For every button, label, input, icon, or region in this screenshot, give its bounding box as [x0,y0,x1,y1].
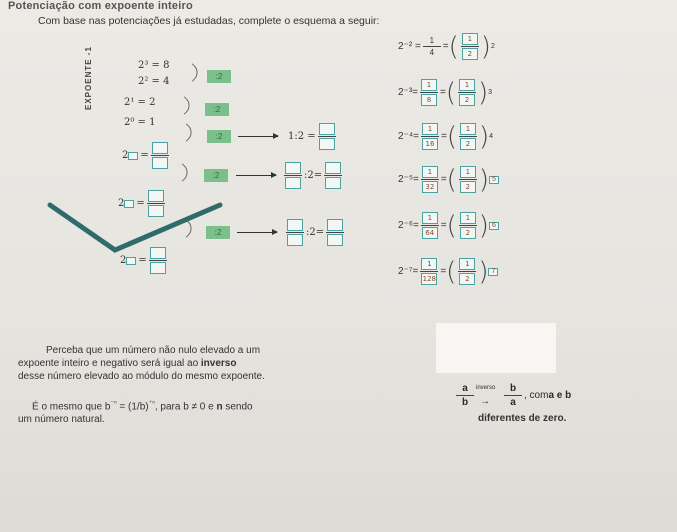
numerator-blank[interactable] [327,219,343,231]
divide-by-two-box: :2 [204,169,228,182]
denominator-blank[interactable] [150,262,166,274]
middle-row-2: :2= [282,162,344,189]
answer-box[interactable]: 2 [460,138,476,150]
answer-box[interactable]: 1 [460,212,476,224]
exponent-answer-box[interactable]: 5 [489,176,499,184]
page-subtitle: Com base nas potenciações já estudadas, complete o esquema a seguir: [38,15,380,27]
answer-box[interactable]: 1 [460,166,476,178]
note-line-3: desse número elevado ao módulo do mesmo expoente. [18,371,265,382]
middle-row-3: :2= [284,219,346,246]
denominator-blank[interactable] [287,234,303,246]
divide-by-two-box: :2 [207,130,231,143]
answer-box[interactable]: 1 [459,79,475,91]
answer-box[interactable]: 1 [459,258,475,270]
power-2-1: 2¹ = 2 [124,97,156,108]
arrow-right-icon: → [480,395,490,407]
power-blank-row-2: 2 = [118,190,167,217]
numerator-blank[interactable] [319,123,335,135]
answer-box[interactable]: 2 [459,273,475,285]
power-2-2: 2² = 4 [138,76,170,87]
right-row-7: 2⁻⁷= $\frac{1}{128}$ = ( $\frac{1}{2}$ ) 7 [398,258,498,285]
note-line-1: Perceba que um número não nulo elevado a um [46,345,261,356]
chevron-connector [175,96,193,114]
answer-box[interactable]: 1 [462,33,478,45]
power-blank-row-1: 2 = [122,142,171,169]
power-2-3: 2³ = 8 [138,60,170,71]
divide-by-two-box: :2 [207,70,231,83]
answer-box[interactable]: 128 [422,275,436,283]
answer-box[interactable]: 2 [460,181,476,193]
note-line-2: expoente inteiro e negativo será igual ao inverso [18,358,237,369]
divide-by-two-box: :2 [206,226,230,239]
denominator-blank[interactable] [325,177,341,189]
power-blank-row-3: 2 = [120,247,169,274]
denominator-blank[interactable] [285,177,301,189]
right-row-2: 2⁻² = $\frac{1}{4}$ = ( $\frac{1}{2}$ ) 2 [398,31,495,62]
chevron-connector [177,123,195,141]
middle-row-1: 1:2 = [288,123,338,150]
answer-box[interactable]: 2 [460,227,476,239]
answer-box[interactable]: 1 [422,123,438,135]
numerator-blank[interactable] [285,162,301,174]
exponent-answer-box[interactable]: 6 [489,222,499,230]
right-row-4: 2⁻⁴= $\frac{1}{16}$ = ( $\frac{1}{2}$ ) 4 [398,121,494,152]
note-left [18,344,378,426]
note-line-4: É o mesmo que $b^{^{-n}} = (1/b)^{^{+n}}$, para b ≠ 0 e n sendo [32,400,253,413]
arrow-right-icon [238,136,278,137]
denominator-blank[interactable] [327,234,343,246]
answer-box[interactable]: 1 [422,166,438,178]
right-row-5: 2⁻⁵= $\frac{1}{32}$ = ( $\frac{1}{2}$ ) 5 [398,166,499,193]
inverse-rule-condition: diferentes de zero. [478,413,567,424]
answer-box[interactable]: 2 [459,94,475,106]
divide-by-two-box: :2 [205,103,229,116]
highlight-panel [436,323,556,373]
right-row-3: 2⁻³= $\frac{1}{8}$ = ( $\frac{1}{2}$ ) 3 [398,77,493,108]
answer-box[interactable]: 16 [422,138,438,150]
answer-box[interactable]: 32 [422,181,438,193]
numerator-blank[interactable] [287,219,303,231]
right-row-6: 2⁻⁶= $\frac{1}{64}$ = ( $\frac{1}{2}$ ) 6 [398,212,499,239]
answer-box[interactable]: 2 [462,48,478,60]
numerator-blank[interactable] [325,162,341,174]
page-title: Potenciação com expoente inteiro [8,0,193,12]
answer-box[interactable]: 1 [460,123,476,135]
note-line-5: um número natural. [18,414,105,426]
arrow-right-icon [237,232,277,233]
power-2-0: 2⁰ = 1 [124,117,156,128]
answer-box[interactable]: 1 [421,79,437,91]
answer-box[interactable]: 64 [422,227,438,239]
denominator-blank[interactable] [319,138,335,150]
inverse-rule: $\frac{a}{b}$ inverso → $\frac{b}{a}$ , com a e b [454,383,571,408]
answer-box[interactable]: 1 [421,258,437,270]
arrow-right-icon [236,175,276,176]
answer-box[interactable]: 1 [422,212,438,224]
answer-box[interactable]: 8 [421,94,437,106]
chevron-connector [183,63,201,81]
exponent-label: EXPOENTE -1 [84,46,93,110]
large-arrow-icon [40,150,240,260]
exponent-answer-box[interactable]: 7 [488,268,498,276]
